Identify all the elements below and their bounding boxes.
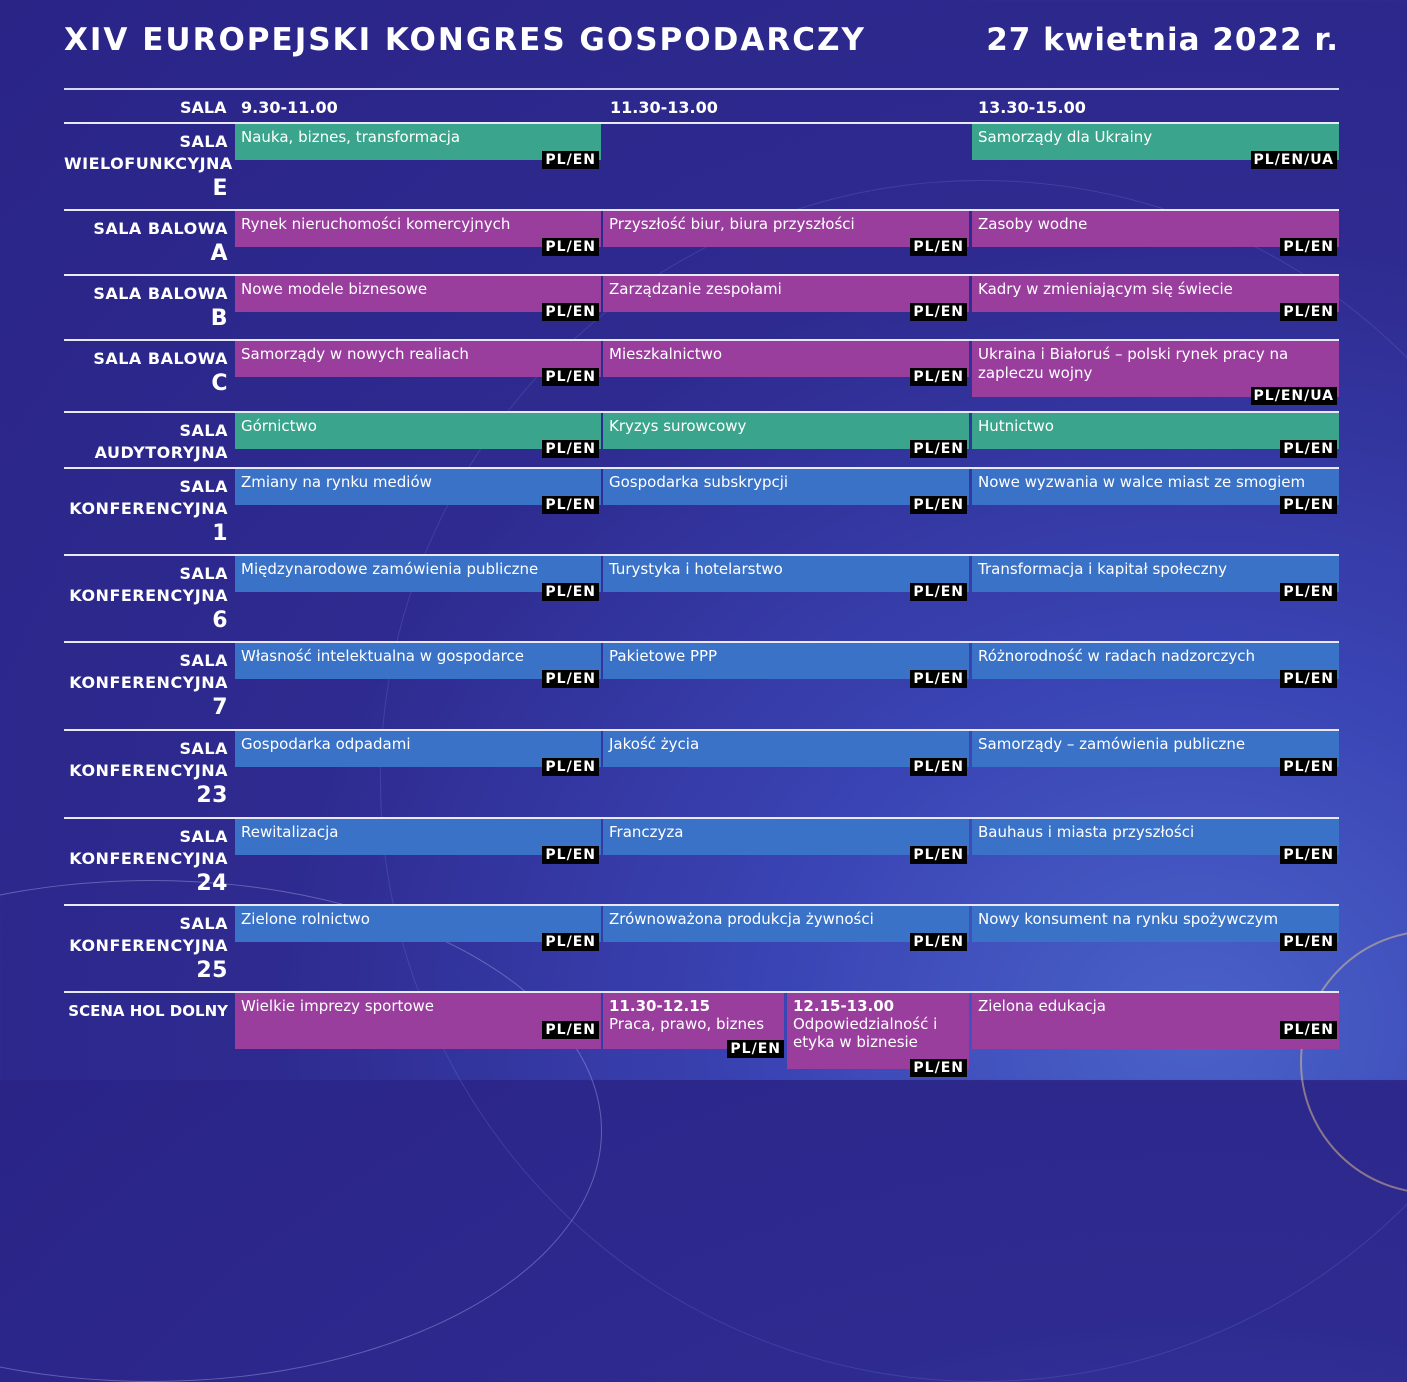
room-label-id: 23 bbox=[196, 783, 228, 808]
language-badge: PL/EN bbox=[542, 440, 599, 458]
room-label-id: 25 bbox=[196, 958, 228, 983]
room-label bbox=[64, 348, 228, 398]
language-badge: PL/EN bbox=[910, 583, 967, 601]
session-title: Zmiany na rynku mediów bbox=[241, 473, 432, 491]
room-label-line: KONFERENCYJNA bbox=[69, 586, 228, 605]
language-badge: PL/EN bbox=[910, 303, 967, 321]
language-badge: PL/EN bbox=[1280, 496, 1337, 514]
session-title: Międzynarodowe zamówienia publiczne bbox=[241, 560, 539, 578]
room-label-line: KONFERENCYJNA bbox=[69, 849, 228, 868]
language-badge: PL/EN bbox=[910, 758, 967, 776]
language-badge: PL/EN bbox=[1280, 758, 1337, 776]
language-badge: PL/EN bbox=[1280, 238, 1337, 256]
language-badge: PL/EN bbox=[542, 151, 599, 169]
language-badge: PL/EN/UA bbox=[1251, 387, 1337, 405]
room-column-header: SALA bbox=[180, 98, 227, 117]
session-title: Jakość życia bbox=[609, 735, 700, 753]
room-label-line: SALA bbox=[179, 739, 228, 758]
language-badge: PL/EN bbox=[910, 670, 967, 688]
room-label-line: SALA BALOWA bbox=[93, 284, 228, 303]
session-title: Pakietowe PPP bbox=[609, 647, 718, 665]
room-label-line: SALA bbox=[179, 477, 228, 496]
room-label bbox=[64, 283, 228, 333]
session-title: Odpowiedzialność i etyka w biznesie bbox=[793, 1015, 938, 1051]
language-badge: PL/EN bbox=[1280, 303, 1337, 321]
room-label-id: E bbox=[212, 176, 228, 201]
session-title: Samorządy w nowych realiach bbox=[241, 345, 469, 363]
room-label-id: C bbox=[211, 371, 228, 396]
room-label-id: A bbox=[210, 241, 228, 266]
session-time: 12.15-13.00 bbox=[793, 997, 895, 1015]
language-badge: PL/EN bbox=[910, 846, 967, 864]
language-badge: PL/EN bbox=[542, 583, 599, 601]
session-title: Transformacja i kapitał społeczny bbox=[978, 560, 1228, 578]
session-title: Samorządy dla Ukrainy bbox=[978, 128, 1153, 146]
language-badge: PL/EN bbox=[1280, 846, 1337, 864]
language-badge: PL/EN bbox=[1280, 583, 1337, 601]
session-title: Turystyka i hotelarstwo bbox=[609, 560, 783, 578]
language-badge: PL/EN bbox=[542, 238, 599, 256]
session-title: Rynek nieruchomości komercyjnych bbox=[241, 215, 511, 233]
room-label-line: KONFERENCYJNA bbox=[69, 499, 228, 518]
room-label-line: SALA BALOWA bbox=[93, 349, 228, 368]
session-title: Ukraina i Białoruś – polski rynek pracy na zapleczu wojny bbox=[978, 345, 1289, 382]
session-title: Rewitalizacja bbox=[241, 823, 339, 841]
language-badge: PL/EN bbox=[542, 670, 599, 688]
session-title: Gospodarka subskrypcji bbox=[609, 473, 789, 491]
room-label bbox=[64, 218, 228, 268]
time-column-header-3: 13.30-15.00 bbox=[978, 98, 1086, 117]
session-title: Nauka, biznes, transformacja bbox=[241, 128, 461, 146]
room-label-line: KONFERENCYJNA bbox=[69, 936, 228, 955]
room-label-line: SALA bbox=[179, 651, 228, 670]
session-title: Hutnictwo bbox=[978, 417, 1054, 435]
session-time: 11.30-12.15 bbox=[609, 997, 711, 1015]
time-column-header-1: 9.30-11.00 bbox=[241, 98, 338, 117]
language-badge: PL/EN bbox=[1280, 670, 1337, 688]
language-badge: PL/EN bbox=[542, 1021, 599, 1039]
session-title: Kadry w zmieniającym się świecie bbox=[978, 280, 1233, 298]
room-label bbox=[64, 131, 233, 203]
room-label-line: SALA bbox=[179, 914, 228, 933]
language-badge: PL/EN bbox=[910, 238, 967, 256]
room-label-id: 1 bbox=[212, 521, 228, 546]
session-block[interactable] bbox=[787, 993, 969, 1069]
room-label bbox=[64, 1000, 228, 1022]
header-divider bbox=[64, 88, 1339, 90]
session-title: Gospodarka odpadami bbox=[241, 735, 411, 753]
session-title: Mieszkalnictwo bbox=[609, 345, 723, 363]
room-label bbox=[64, 913, 228, 985]
room-label-line: KONFERENCYJNA bbox=[69, 761, 228, 780]
room-label bbox=[64, 738, 228, 810]
session-title: Własność intelektualna w gospodarce bbox=[241, 647, 524, 665]
room-label-id: B bbox=[210, 306, 228, 331]
room-label-line: WIELOFUNKCYJNA bbox=[64, 154, 233, 173]
language-badge: PL/EN bbox=[542, 368, 599, 386]
room-label bbox=[64, 826, 228, 898]
language-badge: PL/EN bbox=[910, 933, 967, 951]
room-label bbox=[64, 563, 228, 635]
language-badge: PL/EN bbox=[542, 758, 599, 776]
session-title: Zielone rolnictwo bbox=[241, 910, 370, 928]
session-title: Bauhaus i miasta przyszłości bbox=[978, 823, 1195, 841]
session-title: Nowe modele biznesowe bbox=[241, 280, 428, 298]
page-title: XIV EUROPEJSKI KONGRES GOSPODARCZY bbox=[64, 22, 866, 58]
session-title: Przyszłość biur, biura przyszłości bbox=[609, 215, 855, 233]
session-title: Kryzys surowcowy bbox=[609, 417, 747, 435]
language-badge: PL/EN bbox=[727, 1040, 784, 1058]
language-badge: PL/EN bbox=[542, 303, 599, 321]
session-title: Samorządy – zamówienia publiczne bbox=[978, 735, 1246, 753]
language-badge: PL/EN bbox=[542, 496, 599, 514]
room-label-id: 6 bbox=[212, 608, 228, 633]
session-title: Wielkie imprezy sportowe bbox=[241, 997, 435, 1015]
room-label bbox=[64, 650, 228, 722]
time-column-header-2: 11.30-13.00 bbox=[610, 98, 718, 117]
session-title: Zarządzanie zespołami bbox=[609, 280, 782, 298]
language-badge: PL/EN bbox=[542, 846, 599, 864]
session-title: Franczyza bbox=[609, 823, 684, 841]
language-badge: PL/EN bbox=[1280, 1021, 1337, 1039]
room-label-id: 24 bbox=[196, 871, 228, 896]
language-badge: PL/EN bbox=[910, 1059, 967, 1077]
room-label-line: SALA bbox=[179, 564, 228, 583]
language-badge: PL/EN bbox=[910, 440, 967, 458]
session-title: Zielona edukacja bbox=[978, 997, 1106, 1015]
room-label-line: SALA bbox=[179, 827, 228, 846]
room-label bbox=[64, 420, 228, 464]
language-badge: PL/EN/UA bbox=[1251, 151, 1337, 169]
session-title: Zrównoważona produkcja żywności bbox=[609, 910, 874, 928]
event-date: 27 kwietnia 2022 r. bbox=[986, 22, 1339, 58]
session-title: Różnorodność w radach nadzorczych bbox=[978, 647, 1256, 665]
room-label-id: 7 bbox=[212, 695, 228, 720]
room-label-line: SCENA HOL DOLNY bbox=[68, 1002, 228, 1020]
session-title: Zasoby wodne bbox=[978, 215, 1088, 233]
language-badge: PL/EN bbox=[910, 368, 967, 386]
room-label-line: AUDYTORYJNA bbox=[94, 443, 228, 462]
session-title: Praca, prawo, biznes bbox=[609, 1015, 765, 1033]
room-label-line: SALA bbox=[179, 421, 228, 440]
language-badge: PL/EN bbox=[1280, 933, 1337, 951]
session-title: Górnictwo bbox=[241, 417, 317, 435]
room-label-line: SALA bbox=[179, 132, 228, 151]
session-title: Nowy konsument na rynku spożywczym bbox=[978, 910, 1279, 928]
language-badge: PL/EN bbox=[1280, 440, 1337, 458]
decorative-arc bbox=[1300, 930, 1407, 1194]
room-label bbox=[64, 476, 228, 548]
session-title: Nowe wyzwania w walce miast ze smogiem bbox=[978, 473, 1306, 491]
room-label-line: KONFERENCYJNA bbox=[69, 673, 228, 692]
language-badge: PL/EN bbox=[542, 933, 599, 951]
language-badge: PL/EN bbox=[910, 496, 967, 514]
room-label-line: SALA BALOWA bbox=[93, 219, 228, 238]
